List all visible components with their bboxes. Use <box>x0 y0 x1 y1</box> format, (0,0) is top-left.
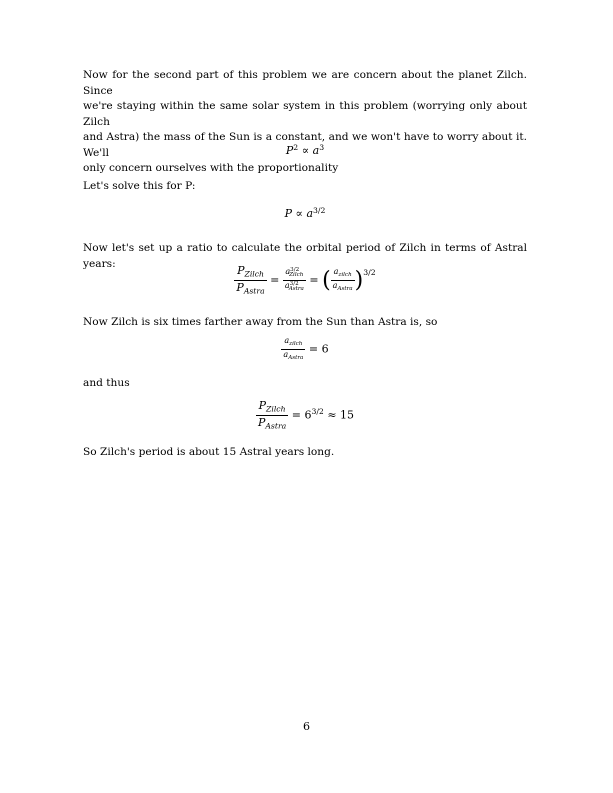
equation-distance-ratio: $\frac{a_{zilch}}{a_{Astra}}$ = 6 <box>283 336 329 361</box>
period-ratio-fraction: $\frac{P_{Zilch}}{P_{Astra}}$ <box>236 264 265 296</box>
page-number: 6 <box>303 720 310 733</box>
distance-paragraph: Now Zilch is six times farther away from the Sun than Astra is, so <box>83 316 438 328</box>
conclusion-paragraph: So Zilch's period is about 15 Astral years long. <box>83 446 335 458</box>
equation-final-result: $\frac{P_{Zilch}}{P_{Astra}}$ = $6^{3/2} \approx 15$ <box>257 399 355 431</box>
distance-power-fraction: $\frac{a^{3/2}_{Zilch}}{a^{3/2}_{Astra}}$ <box>284 266 304 292</box>
ratio-paragraph: Now let's set up a ratio to calculate the orbital period of Zilch in terms of Astral years: <box>83 242 527 270</box>
intro-line-4: only concern ourselves with the proportionality <box>83 162 339 174</box>
equation-period-ratio: $\frac{P_{Zilch}}{P_{Astra}}$ = $\frac{a^{3/2}_{Zilch}}{a^{3/2}_{Astra}}$ = ( $\frac{a_{zilch}}{a_{Astra}}$ )$^{3/2}$ <box>236 264 376 296</box>
equation-period-proportionality: $P \propto a^{3/2}$ <box>284 206 326 221</box>
thus-paragraph: and thus <box>83 377 130 389</box>
equation-kepler-proportionality: $P^2 \propto a^3$ <box>285 143 325 158</box>
intro-paragraph <box>83 68 527 177</box>
intro-line-3: and Astra) the mass of the Sun is a constant, and we won't have to worry about it. We'll <box>83 131 527 159</box>
left-paren: ( <box>322 267 331 293</box>
intro-line-1: Now for the second part of this problem we are concern about the planet Zilch. Since <box>83 69 527 97</box>
solve-paragraph: Let's solve this for P: <box>83 180 196 192</box>
distance-ratio-fraction: $\frac{a_{zilch}}{a_{Astra}}$ <box>332 266 353 292</box>
intro-line-2: we're staying within the same solar system in this problem (worrying only about Zilch <box>83 100 527 128</box>
right-paren: ) <box>354 267 364 293</box>
